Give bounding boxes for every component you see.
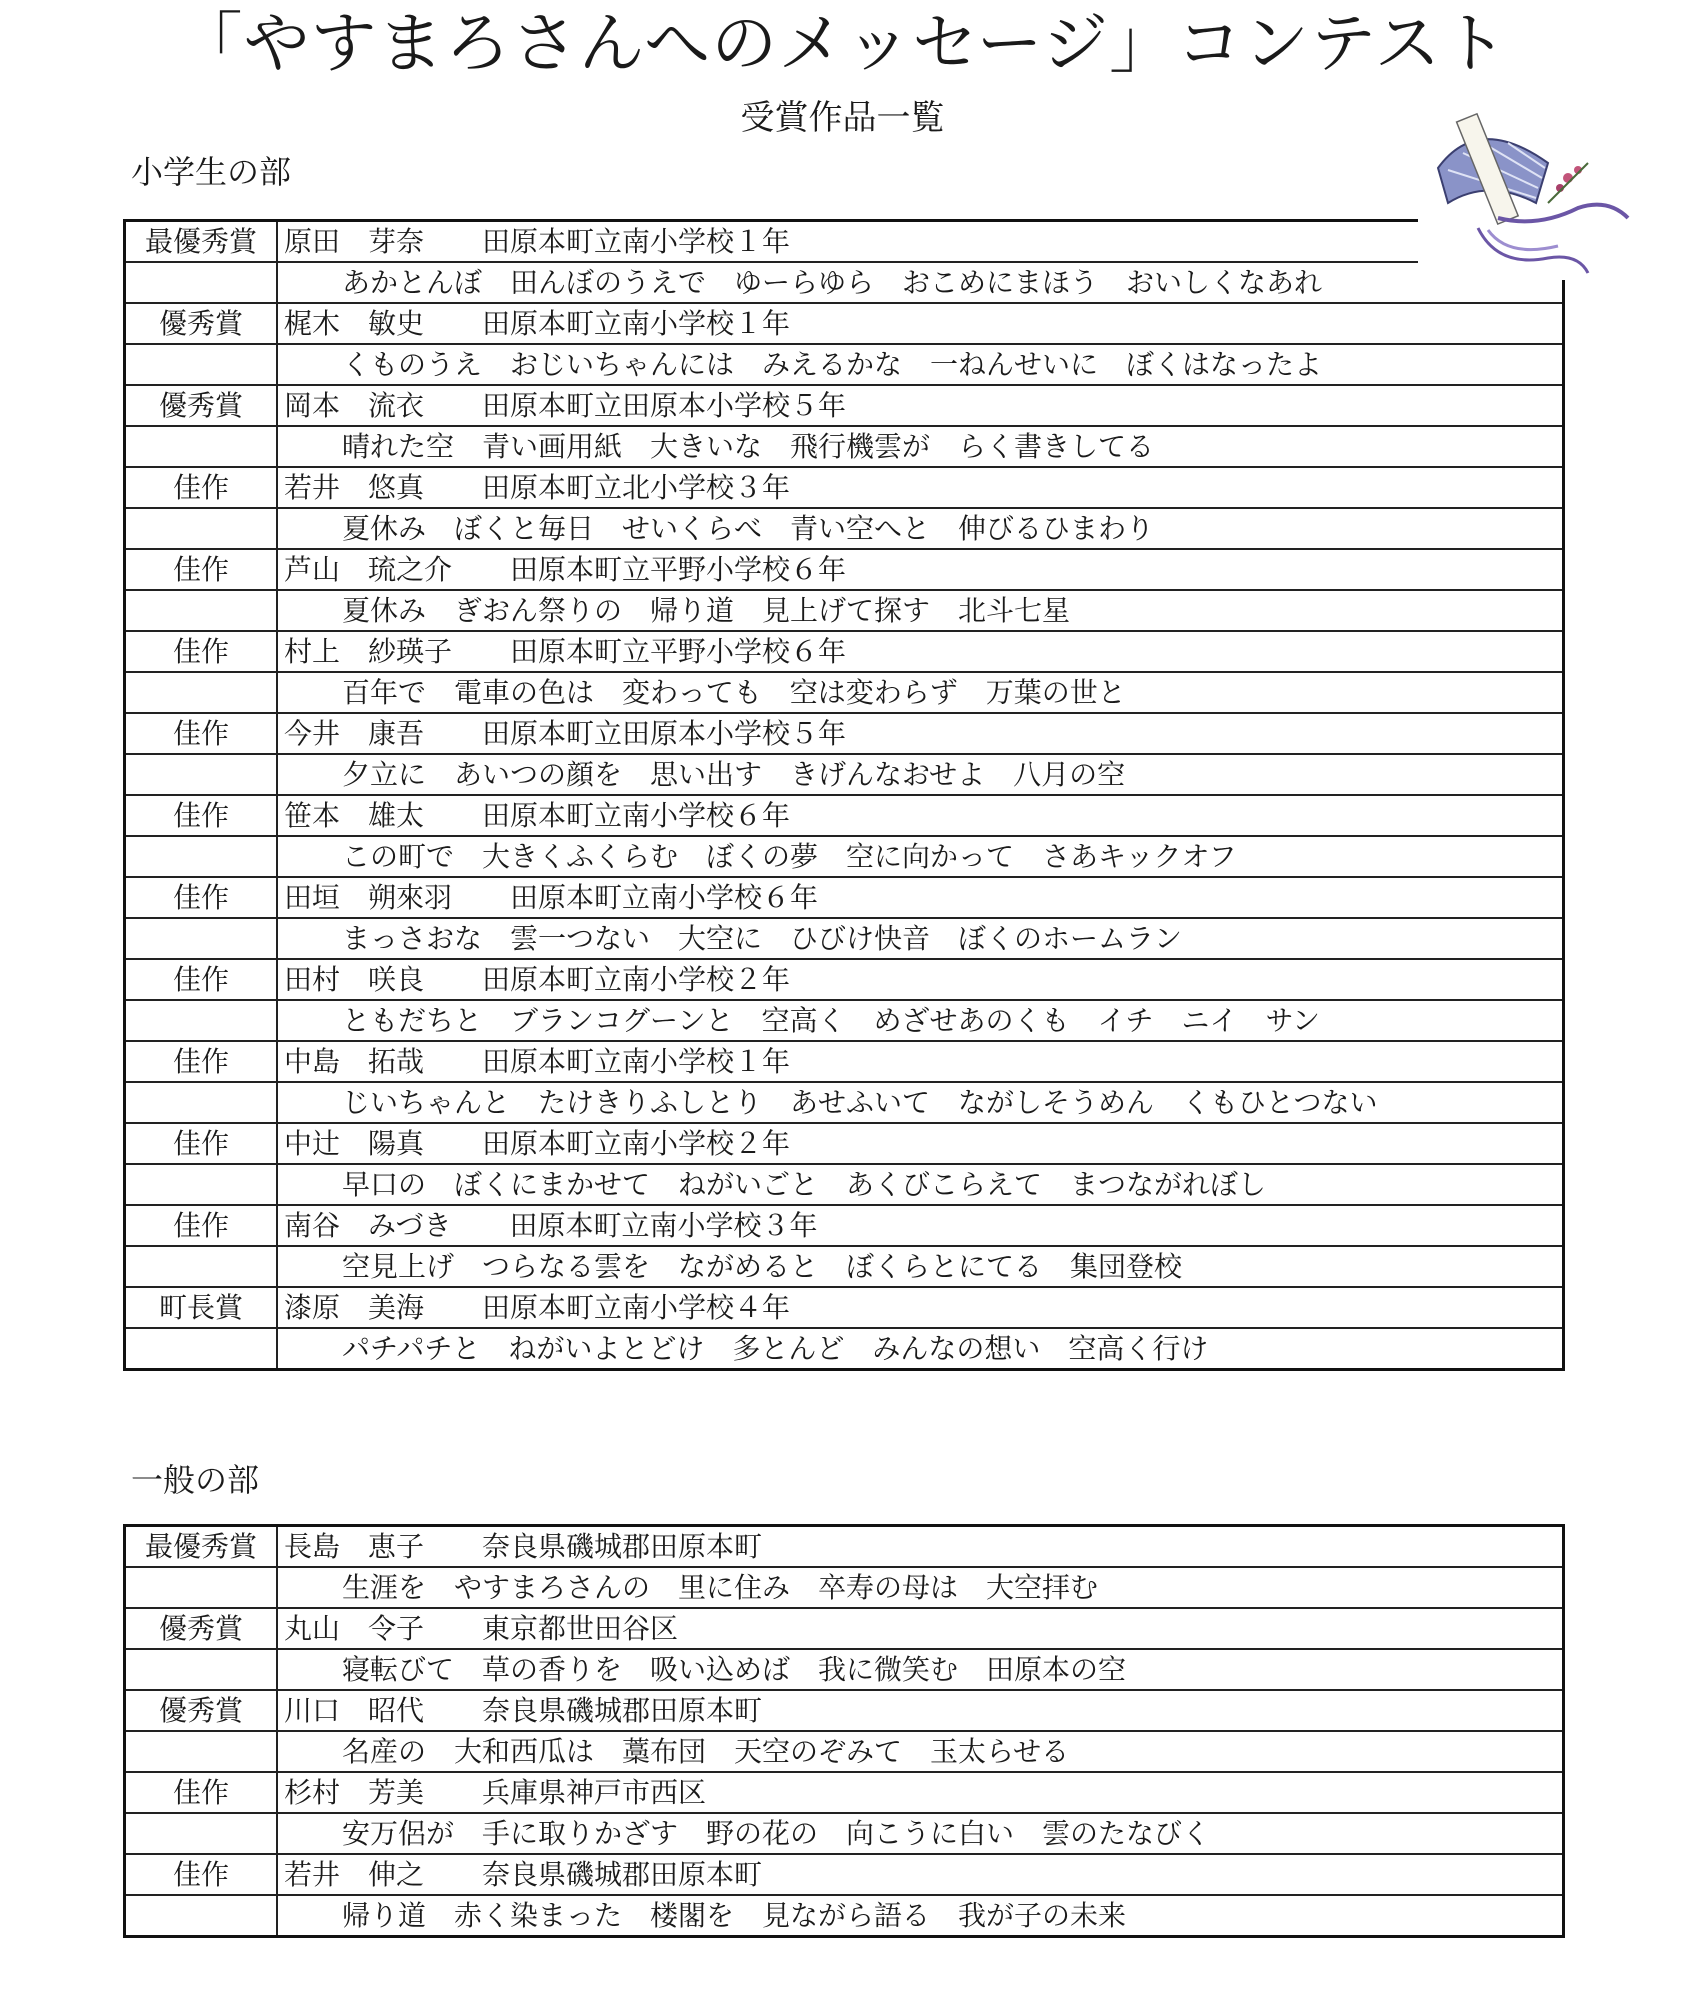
table-row	[125, 1813, 1564, 1854]
poem-text: まっさおな 雲一つない 大空に ひびけ快音 ぼくのホームラン	[342, 922, 1183, 955]
page-title: 「やすまろさんへのメッセージ」コンテスト	[176, 5, 1509, 82]
entrant-name: 田村 咲良	[284, 963, 425, 996]
table-row	[125, 1123, 1564, 1164]
entrant-affiliation: 田原本町立南小学校６年	[510, 881, 819, 914]
table-row	[125, 508, 1564, 549]
table-row	[125, 959, 1564, 1000]
empty-award-cell	[125, 1813, 278, 1854]
poem-cell	[277, 918, 1564, 959]
poem-cell	[277, 1895, 1564, 1937]
empty-award-cell	[125, 1731, 278, 1772]
empty-award-cell	[125, 1082, 278, 1123]
page-subtitle: 受賞作品一覧	[740, 98, 945, 138]
award-cell: 優秀賞	[125, 1608, 278, 1649]
table-row	[125, 590, 1564, 631]
table-row	[125, 713, 1564, 754]
empty-award-cell	[125, 836, 278, 877]
entrant-cell	[277, 1690, 1564, 1731]
poem-cell	[277, 344, 1564, 385]
table-row	[125, 754, 1564, 795]
entrant-name: 今井 康吾	[284, 717, 425, 750]
entrant-cell	[277, 467, 1564, 508]
entrant-affiliation: 田原本町立南小学校４年	[482, 1291, 791, 1324]
poem-text: パチパチと ねがいよとどけ 多とんど みんなの想い 空高く行け	[342, 1332, 1209, 1365]
poem-cell	[277, 1164, 1564, 1205]
entrant-cell	[277, 1526, 1564, 1568]
fan-illustration-icon	[1418, 108, 1640, 280]
empty-award-cell	[125, 426, 278, 467]
entrant-cell	[277, 713, 1564, 754]
empty-award-cell	[125, 508, 278, 549]
table-row	[125, 1328, 1564, 1370]
award-cell: 優秀賞	[125, 385, 278, 426]
entrant-affiliation: 田原本町立南小学校２年	[482, 1127, 791, 1160]
table-row	[125, 1608, 1564, 1649]
poem-text: 夕立に あいつの顔を 思い出す きげんなおせよ 八月の空	[342, 758, 1126, 791]
poem-text: 早口の ぼくにまかせて ねがいごと あくびこらえて まつながれぼし	[342, 1168, 1267, 1201]
entrant-affiliation: 田原本町立南小学校６年	[482, 799, 791, 832]
table-row	[125, 1246, 1564, 1287]
entrant-cell	[277, 303, 1564, 344]
table-row	[125, 385, 1564, 426]
entrant-affiliation: 田原本町立北小学校３年	[482, 471, 791, 504]
table-row	[125, 262, 1564, 303]
empty-award-cell	[125, 1000, 278, 1041]
poem-cell	[277, 1731, 1564, 1772]
entrant-cell	[277, 1608, 1564, 1649]
award-cell: 佳作	[125, 795, 278, 836]
empty-award-cell	[125, 590, 278, 631]
entrant-name: 村上 紗瑛子	[284, 635, 453, 668]
poem-cell	[277, 1567, 1564, 1608]
entrant-affiliation: 田原本町立平野小学校６年	[510, 635, 847, 668]
poem-text: 空見上げ つらなる雲を ながめると ぼくらとにてる 集団登校	[342, 1250, 1183, 1283]
table-row	[125, 1649, 1564, 1690]
table-row	[125, 344, 1564, 385]
poem-cell	[277, 1649, 1564, 1690]
poem-text: 安万侶が 手に取りかざす 野の花の 向こうに白い 雲のたなびく	[342, 1817, 1211, 1850]
award-cell: 町長賞	[125, 1287, 278, 1328]
award-cell: 佳作	[125, 467, 278, 508]
empty-award-cell	[125, 262, 278, 303]
table-row	[125, 1731, 1564, 1772]
poem-cell	[277, 836, 1564, 877]
poem-cell	[277, 1082, 1564, 1123]
table-row	[125, 1000, 1564, 1041]
entrant-name: 中島 拓哉	[284, 1045, 425, 1078]
table-row	[125, 1690, 1564, 1731]
entrant-affiliation: 東京都世田谷区	[482, 1612, 679, 1645]
poem-text: あかとんぼ 田んぼのうえで ゆーらゆら おこめにまほう おいしくなあれ	[342, 266, 1323, 299]
empty-award-cell	[125, 1895, 278, 1937]
entrant-cell	[277, 549, 1564, 590]
empty-award-cell	[125, 918, 278, 959]
table-row	[125, 1526, 1564, 1568]
entrant-cell	[277, 959, 1564, 1000]
entrant-name: 川口 昭代	[284, 1694, 425, 1727]
table-row	[125, 1205, 1564, 1246]
entrant-affiliation: 田原本町立南小学校１年	[482, 1045, 791, 1078]
entrant-affiliation: 田原本町立田原本小学校５年	[482, 389, 847, 422]
poem-text: ともだちと ブランコグーンと 空高く めざせあのくも イチ ニイ サン	[342, 1004, 1321, 1037]
table-row	[125, 1772, 1564, 1813]
award-cell: 佳作	[125, 1041, 278, 1082]
entrant-affiliation: 奈良県磯城郡田原本町	[482, 1858, 763, 1891]
poem-cell	[277, 1246, 1564, 1287]
poem-text: 帰り道 赤く染まった 楼閣を 見ながら語る 我が子の未来	[342, 1899, 1127, 1932]
entrant-cell	[277, 1287, 1564, 1328]
entrant-name: 杉村 芳美	[284, 1776, 425, 1809]
entrant-cell	[277, 1041, 1564, 1082]
entrant-cell	[277, 631, 1564, 672]
entrant-affiliation: 田原本町立南小学校３年	[509, 1209, 818, 1242]
entrant-name: 芦山 琉之介	[284, 553, 453, 586]
poem-cell	[277, 590, 1564, 631]
poem-cell	[277, 508, 1564, 549]
entrant-name: 田垣 朔來羽	[284, 881, 453, 914]
entrant-name: 原田 芽奈	[284, 225, 425, 258]
poem-cell	[277, 262, 1564, 303]
table-row	[125, 631, 1564, 672]
table-row	[125, 549, 1564, 590]
section-heading-general: 一般の部	[131, 1461, 260, 1499]
table-row	[125, 303, 1564, 344]
entrant-cell	[277, 1123, 1564, 1164]
entrant-affiliation: 田原本町立南小学校１年	[482, 225, 791, 258]
award-cell: 佳作	[125, 1854, 278, 1895]
empty-award-cell	[125, 1246, 278, 1287]
table-row	[125, 1895, 1564, 1937]
entrant-name: 中辻 陽真	[284, 1127, 425, 1160]
table-row	[125, 1567, 1564, 1608]
empty-award-cell	[125, 672, 278, 713]
award-cell: 佳作	[125, 631, 278, 672]
table-row	[125, 877, 1564, 918]
entrant-affiliation: 兵庫県神戸市西区	[482, 1776, 707, 1809]
elementary-awards-table	[123, 219, 1565, 1371]
table-row	[125, 1164, 1564, 1205]
entrant-cell	[277, 795, 1564, 836]
table-row	[125, 918, 1564, 959]
entrant-name: 笹本 雄太	[284, 799, 425, 832]
award-cell: 佳作	[125, 1772, 278, 1813]
entrant-cell	[277, 1772, 1564, 1813]
poem-text: じいちゃんと たけきりふしとり あせふいて ながしそうめん くもひとつない	[342, 1086, 1378, 1119]
poem-text: 寝転びて 草の香りを 吸い込めば 我に微笑む 田原本の空	[342, 1653, 1127, 1686]
entrant-cell	[277, 221, 1564, 263]
entrant-cell	[277, 1854, 1564, 1895]
poem-text: 百年で 電車の色は 変わっても 空は変わらず 万葉の世と	[342, 676, 1126, 709]
poem-text: この町で 大きくふくらむ ぼくの夢 空に向かって さあキックオフ	[342, 840, 1237, 873]
poem-cell	[277, 754, 1564, 795]
entrant-name: 丸山 令子	[284, 1612, 425, 1645]
empty-award-cell	[125, 344, 278, 385]
award-cell: 最優秀賞	[125, 221, 278, 263]
poem-cell	[277, 1813, 1564, 1854]
table-row	[125, 467, 1564, 508]
entrant-affiliation: 田原本町立田原本小学校５年	[482, 717, 847, 750]
entrant-cell	[277, 385, 1564, 426]
award-cell: 佳作	[125, 549, 278, 590]
award-cell: 佳作	[125, 1123, 278, 1164]
table-row	[125, 795, 1564, 836]
poem-text: 生涯を やすまろさんの 里に住み 卒寿の母は 大空拝む	[342, 1571, 1099, 1604]
section-heading-elementary: 小学生の部	[131, 153, 292, 191]
poem-text: 夏休み ぎおん祭りの 帰り道 見上げて探す 北斗七星	[342, 594, 1071, 627]
table-row	[125, 1082, 1564, 1123]
table-row	[125, 1041, 1564, 1082]
table-row	[125, 221, 1564, 263]
empty-award-cell	[125, 1649, 278, 1690]
entrant-cell	[277, 1205, 1564, 1246]
award-cell: 優秀賞	[125, 303, 278, 344]
poem-text: 名産の 大和西瓜は 藁布団 天空のぞみて 玉太らせる	[342, 1735, 1070, 1768]
award-cell: 最優秀賞	[125, 1526, 278, 1568]
table-row	[125, 426, 1564, 467]
entrant-name: 長島 恵子	[284, 1530, 425, 1563]
award-cell: 優秀賞	[125, 1690, 278, 1731]
empty-award-cell	[125, 1164, 278, 1205]
empty-award-cell	[125, 754, 278, 795]
poem-text: 夏休み ぼくと毎日 せいくらべ 青い空へと 伸びるひまわり	[342, 512, 1155, 545]
award-cell: 佳作	[125, 1205, 278, 1246]
entrant-name: 若井 悠真	[284, 471, 425, 504]
poem-cell	[277, 426, 1564, 467]
table-row	[125, 836, 1564, 877]
general-awards-table	[123, 1524, 1565, 1938]
award-cell: 佳作	[125, 877, 278, 918]
award-cell: 佳作	[125, 713, 278, 754]
poem-cell	[277, 1328, 1564, 1370]
entrant-name: 漆原 美海	[284, 1291, 425, 1324]
entrant-affiliation: 奈良県磯城郡田原本町	[482, 1530, 763, 1563]
entrant-name: 南谷 みづき	[284, 1209, 452, 1242]
empty-award-cell	[125, 1328, 278, 1370]
entrant-cell	[277, 877, 1564, 918]
empty-award-cell	[125, 1567, 278, 1608]
table-row	[125, 1854, 1564, 1895]
poem-text: くものうえ おじいちゃんには みえるかな 一ねんせいに ぼくはなったよ	[342, 348, 1323, 381]
entrant-affiliation: 田原本町立南小学校１年	[482, 307, 791, 340]
poem-cell	[277, 1000, 1564, 1041]
entrant-name: 岡本 流衣	[284, 389, 425, 422]
entrant-affiliation: 奈良県磯城郡田原本町	[482, 1694, 763, 1727]
poem-text: 晴れた空 青い画用紙 大きいな 飛行機雲が らく書きしてる	[342, 430, 1155, 463]
award-cell: 佳作	[125, 959, 278, 1000]
entrant-name: 梶木 敏史	[284, 307, 425, 340]
table-row	[125, 1287, 1564, 1328]
poem-cell	[277, 672, 1564, 713]
entrant-affiliation: 田原本町立平野小学校６年	[510, 553, 847, 586]
table-row	[125, 672, 1564, 713]
entrant-name: 若井 伸之	[284, 1858, 425, 1891]
entrant-affiliation: 田原本町立南小学校２年	[482, 963, 791, 996]
